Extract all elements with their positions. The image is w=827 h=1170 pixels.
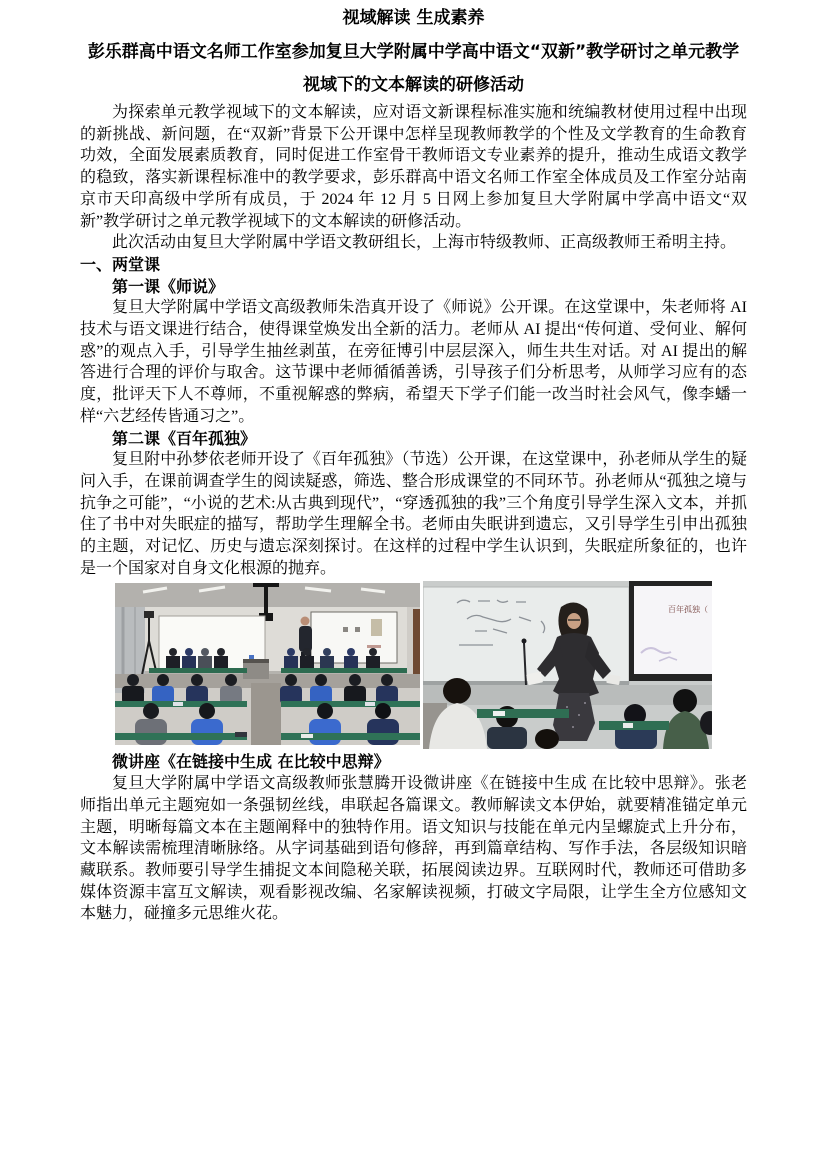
classroom-photos-row: [115, 581, 747, 751]
document-title: 视域解读 生成素养: [342, 8, 485, 28]
lesson1-paragraph: 复旦大学附属中学语文高级教师朱浩真开设了《师说》公开课。在这堂课中，朱老师将 AI 技术与语文课进行结合，使得课堂焕发出全新的活力。老师从 AI 提出“传何道、受何业、解何惑”的观点入手，引导学生抽丝剥茧，在旁征博引中层层深入，师生共生对话。对 AI 提出的解答进行合理的评价与取舍。这节课中老师循循善诱，引导孩子们分析思考，从师学习应有的态度，批评天下人不尊师，不重视解惑的弊病，希望天下学子们能一改当时社会风气，像李蟠一样“六艺经传皆通习之”。: [80, 299, 747, 425]
section-heading-two-lessons: 一、两堂课: [80, 254, 161, 274]
slide-title-text: 百年孤独（: [668, 605, 708, 615]
center-aisle: [251, 683, 281, 745]
screen-blue-mark: [249, 655, 254, 659]
intro-paragraph: 为探索单元教学视域下的文本解读，应对语文新课程标准实施和统编教材使用过程中出现的新挑战、新问题，在“双新”背景下公开课中怎样呈现教师教学的个性及文学教育的生命教育功效，全面发展素质教育，同时促进工作室骨干教师语文专业素养的提升，推动生成语文教学的稳致，落实新课程标准中的教学要求，彭乐群高中语文名师工作室全体成员及工作室分站南京市天印高级中学所有成员，于 2024 年 12 月 5 日网上参加复旦大学附属中学高中语文“双新”教学研讨之单元教学视域下的文本解读的研修活动。: [80, 104, 747, 230]
host-paragraph: 此次活动由复旦大学附属中学语文教研组长，上海市特级教师、正高级教师王希明主持。: [112, 234, 737, 252]
slide-screen: [629, 581, 712, 681]
section-heading-lecture: 微讲座《在链接中生成 在比较中思辩》: [112, 752, 390, 772]
section-heading-lesson1: 第一课《师说》: [112, 276, 225, 296]
classroom-photo-lesson2: [423, 581, 712, 749]
door-edge: [413, 609, 420, 683]
document-subtitle: 彭乐群高中语文名师工作室参加复旦大学附属中学高中语文“双新”教学研讨之单元教学视域下的文本解读的研修活动: [87, 42, 740, 95]
lecture-paragraph: 复旦大学附属中学语文高级教师张慧腾开设微讲座《在链接中生成 在比较中思辩》。张老师指出单元主题宛如一条强韧丝线，串联起各篇课文。教师解读文本伊始，就要精准锚定单元主题，明晰每篇文本在主题阐释中的独特作用。语文知识与技能在单元内呈螺旋式上升分布，文本解读需梳理清晰脉络。从字词基础到语句修辞，再到篇章结构、写作手法，各层级知识暗藏联系。教师要引导学生捕捉文本间隐秘关联，拓展阅读边界。互联网时代，教师还可借助多媒体资源丰富互文解读，观看影视改编、名家解读视频，打破文字局限，让学生全方位感知文本魅力，碰撞多元思维火花。: [80, 775, 747, 923]
section-heading-lesson2: 第二课《百年孤独》: [112, 428, 257, 448]
classroom-photo-lesson1: [115, 583, 420, 745]
right-display-screen: [311, 612, 397, 663]
lesson2-paragraph: 复旦附中孙梦依老师开设了《百年孤独》（节选）公开课，在这堂课中，孙老师从学生的疑问入手，在课前调查学生的阅读疑惑，筛选、整合形成课堂的不同环节。孙老师从“孤独之境与抗争之可能”，“小说的艺术:从古典到现代”，“穿透孤独的我”三个角度引导学生深入文本，并抓住了书中对失眠症的描写，帮助学生理解全书。老师由失眠讲到遗忘，又引导学生引申出孤独的主题，对记忆、历史与遗忘深刻探讨。在这样的过程中学生认识到，失眠症所象征的，也许是一个国家对自身文化根源的抛弃。: [80, 451, 747, 577]
wall-panel: [371, 619, 382, 636]
